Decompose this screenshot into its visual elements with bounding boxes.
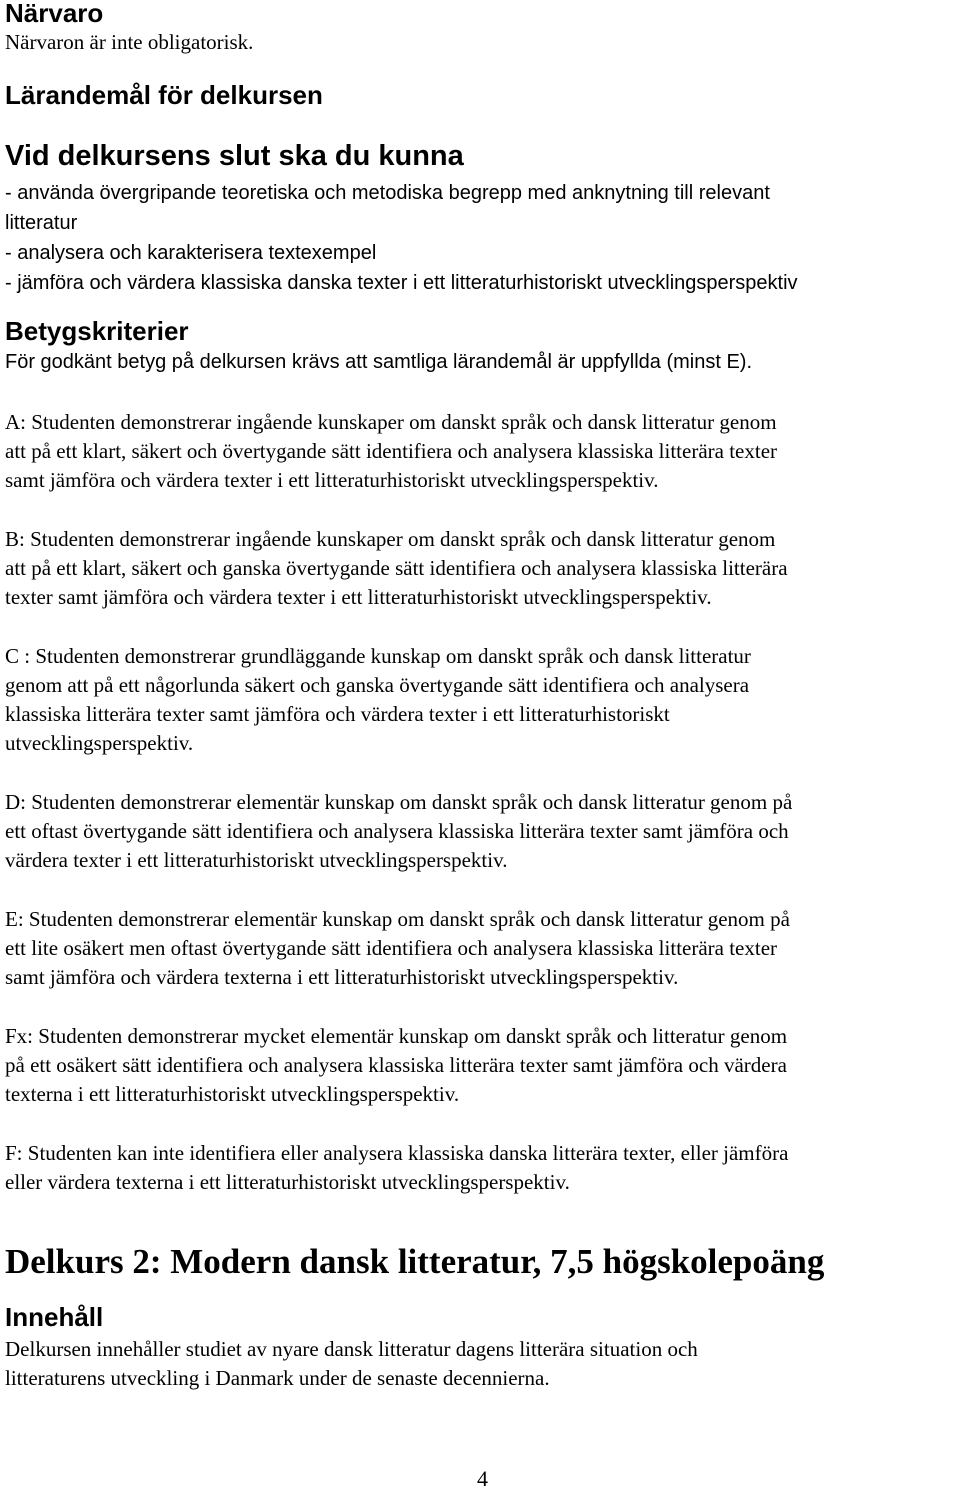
delkurs2-heading: Delkurs 2: Modern dansk litteratur, 7,5 högskolepoäng bbox=[5, 1242, 825, 1281]
innehall-heading: Innehåll bbox=[5, 1302, 104, 1332]
criterion-line: B: Studenten demonstrerar ingående kunskaper om danskt språk och dansk litteratur genom bbox=[5, 527, 776, 551]
narvaro-text: Närvaron är inte obligatorisk. bbox=[5, 30, 254, 54]
criterion-line: att på ett klart, säkert och övertygande sätt identifiera och analysera klassiska litterära texter bbox=[5, 439, 778, 463]
criterion-line: på ett osäkert sätt identifiera och analysera klassiska litterära texter samt jämföra och värdera bbox=[5, 1053, 787, 1077]
criterion-e bbox=[5, 905, 790, 992]
criterion-line: A: Studenten demonstrerar ingående kunskaper om danskt språk och dansk litteratur genom bbox=[5, 410, 777, 434]
larandemal-list bbox=[5, 178, 798, 298]
innehall-line: litteraturens utveckling i Danmark under de senaste decennierna. bbox=[5, 1366, 550, 1390]
criterion-line: samt jämföra och värdera texter i ett litteraturhistoriskt utvecklingsperspektiv. bbox=[5, 468, 659, 492]
innehall-text bbox=[5, 1335, 698, 1393]
criterion-line: att på ett klart, säkert och ganska övertygande sätt identifiera och analysera klassiska litterära bbox=[5, 556, 788, 580]
larandemal-heading: Lärandemål för delkursen bbox=[5, 80, 323, 110]
criterion-fx bbox=[5, 1022, 787, 1109]
criterion-line: ett lite osäkert men oftast övertygande sätt identifiera och analysera klassiska litterära texter bbox=[5, 936, 778, 960]
criterion-line: genom att på ett någorlunda säkert och ganska övertygande sätt identifiera och analysera bbox=[5, 673, 750, 697]
page-number: 4 bbox=[477, 1466, 488, 1491]
criterion-line: värdera texter i ett litteraturhistoriskt utvecklingsperspektiv. bbox=[5, 848, 508, 872]
criterion-a bbox=[5, 408, 777, 495]
narvaro-heading: Närvaro bbox=[5, 0, 104, 28]
criterion-line: texter samt jämföra och värdera texter i ett litteraturhistoriskt utvecklingsperspektiv. bbox=[5, 585, 712, 609]
criterion-line: ett oftast övertygande sätt identifiera och analysera klassiska litterära texter samt jämföra och bbox=[5, 819, 789, 843]
larandemal-subheading: Vid delkursens slut ska du kunna bbox=[5, 140, 464, 172]
larandemal-line: litteratur bbox=[5, 212, 78, 234]
criterion-line: samt jämföra och värdera texterna i ett litteraturhistoriskt utvecklingsperspektiv. bbox=[5, 965, 679, 989]
betygskriterier-heading: Betygskriterier bbox=[5, 316, 189, 346]
larandemal-line: - använda övergripande teoretiska och metodiska begrepp med anknytning till relevant bbox=[5, 182, 770, 204]
criterion-line: texterna i ett litteraturhistoriskt utvecklingsperspektiv. bbox=[5, 1082, 460, 1106]
criterion-line: Fx: Studenten demonstrerar mycket elementär kunskap om danskt språk och litteratur genom bbox=[5, 1024, 788, 1048]
criterion-line: E: Studenten demonstrerar elementär kunskap om danskt språk och dansk litteratur genom på bbox=[5, 907, 790, 931]
criterion-c bbox=[5, 642, 751, 758]
criterion-b bbox=[5, 525, 788, 612]
betygskriterier-intro: För godkänt betyg på delkursen krävs att samtliga lärandemål är uppfyllda (minst E). bbox=[5, 351, 753, 373]
criterion-line: eller värdera texterna i ett litteraturhistoriskt utvecklingsperspektiv. bbox=[5, 1170, 570, 1194]
criterion-d bbox=[5, 788, 792, 875]
criterion-line: C : Studenten demonstrerar grundläggande kunskap om danskt språk och dansk litteratur bbox=[5, 644, 751, 668]
criterion-f bbox=[5, 1139, 788, 1197]
innehall-line: Delkursen innehåller studiet av nyare dansk litteratur dagens litterära situation och bbox=[5, 1337, 698, 1361]
larandemal-line: - jämföra och värdera klassiska danska texter i ett litteraturhistoriskt utvecklingsperspektiv bbox=[5, 272, 798, 294]
criterion-line: utvecklingsperspektiv. bbox=[5, 731, 194, 755]
criterion-line: F: Studenten kan inte identifiera eller analysera klassiska danska litterära texter, eller jämföra bbox=[5, 1141, 789, 1165]
criterion-line: klassiska litterära texter samt jämföra och värdera texter i ett litteraturhistoriskt bbox=[5, 702, 670, 726]
criterion-line: D: Studenten demonstrerar elementär kunskap om danskt språk och dansk litteratur genom på bbox=[5, 790, 793, 814]
larandemal-line: - analysera och karakterisera textexempel bbox=[5, 242, 377, 264]
